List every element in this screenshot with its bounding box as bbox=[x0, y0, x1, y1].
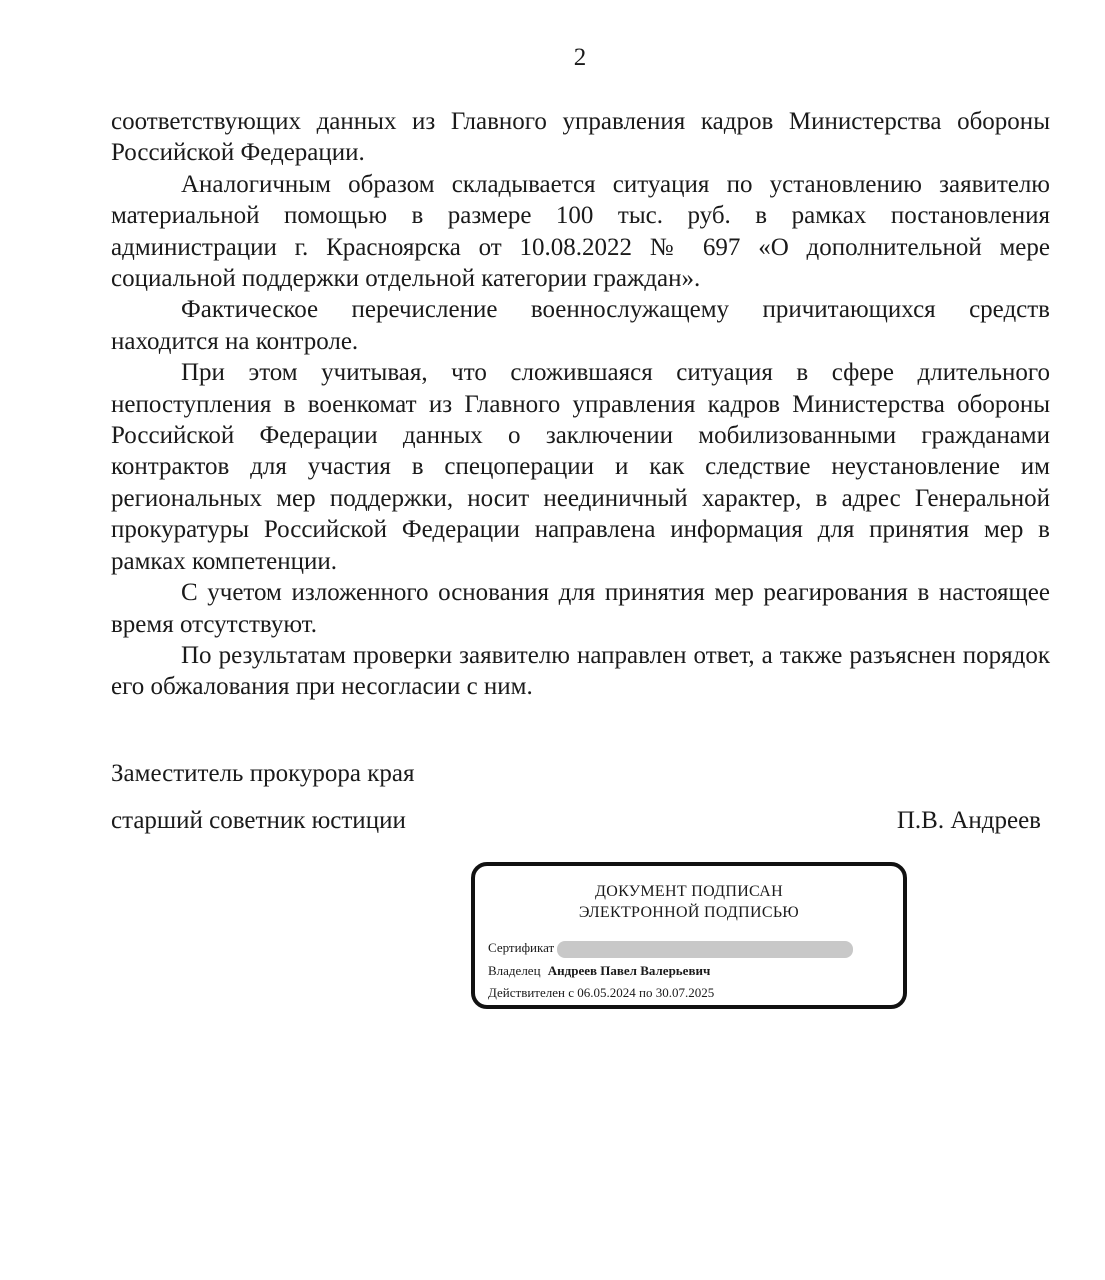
owner-label: Владелец bbox=[488, 963, 541, 978]
owner-name: Андреев Павел Валерьевич bbox=[547, 963, 711, 978]
letter-body bbox=[111, 106, 1050, 703]
electronic-signature-stamp bbox=[471, 862, 907, 1009]
paragraph-general-prosecutor: При этом учитывая, что сложившаяся ситуация в сфере длительного непоступления в военкомат из Главного управления кадров Министерства обороны Российской Федерации данных о заключении мобилизованными гражданами контрактов для участия в спецоперации и как следствие неустановление им региональных мер поддержки, носит неединичный характер, в адрес Генеральной прокуратуры Российской Федерации направлена информация для принятия мер в рамках компетенции. bbox=[111, 359, 1050, 575]
stamp-validity-row bbox=[488, 985, 714, 1001]
paragraph-material-aid: Аналогичным образом складывается ситуация по установлению заявителю материальной помощью в размере 100 тыс. руб. в рамках постановления администрации г. Красноярска от 10.08.2022 № 697 «О дополнительной мере социальной поддержки отдельной категории граждан». bbox=[111, 170, 1050, 293]
certificate-redaction bbox=[557, 941, 853, 958]
signatory-position: Заместитель прокурора края bbox=[111, 760, 415, 787]
validity-to-label: по bbox=[639, 985, 653, 1000]
paragraph-continuation: соответствующих данных из Главного управления кадров Министерства обороны Российской Федерации. bbox=[111, 108, 1050, 167]
stamp-certificate-row bbox=[488, 940, 853, 958]
valid-to: 30.07.2025 bbox=[655, 985, 715, 1000]
validity-label: Действителен с bbox=[488, 985, 574, 1000]
paragraph-no-grounds: С учетом изложенного основания для принятия мер реагирования в настоящее время отсутствуют. bbox=[111, 579, 1050, 638]
paragraph-payment-control: Фактическое перечисление военнослужащему причитающихся средств находится на контроле. bbox=[111, 296, 1050, 355]
stamp-header-line-2: ЭЛЕКТРОННОЙ ПОДПИСЬЮ bbox=[578, 904, 800, 921]
valid-from: 06.05.2024 bbox=[577, 985, 636, 1000]
signatory-name: П.В. Андреев bbox=[896, 807, 1041, 834]
stamp-header-line-1: ДОКУМЕНТ ПОДПИСАН bbox=[595, 883, 783, 900]
paragraph-response-sent: По результатам проверки заявителю направлен ответ, а также разъяснен порядок его обжалования при несогласии с ним. bbox=[111, 641, 1050, 701]
signatory-rank: старший советник юстиции bbox=[111, 807, 406, 834]
certificate-label: Сертификат bbox=[488, 940, 555, 955]
stamp-header bbox=[475, 881, 903, 923]
stamp-owner-row bbox=[488, 963, 710, 979]
page-number: 2 bbox=[573, 44, 587, 71]
